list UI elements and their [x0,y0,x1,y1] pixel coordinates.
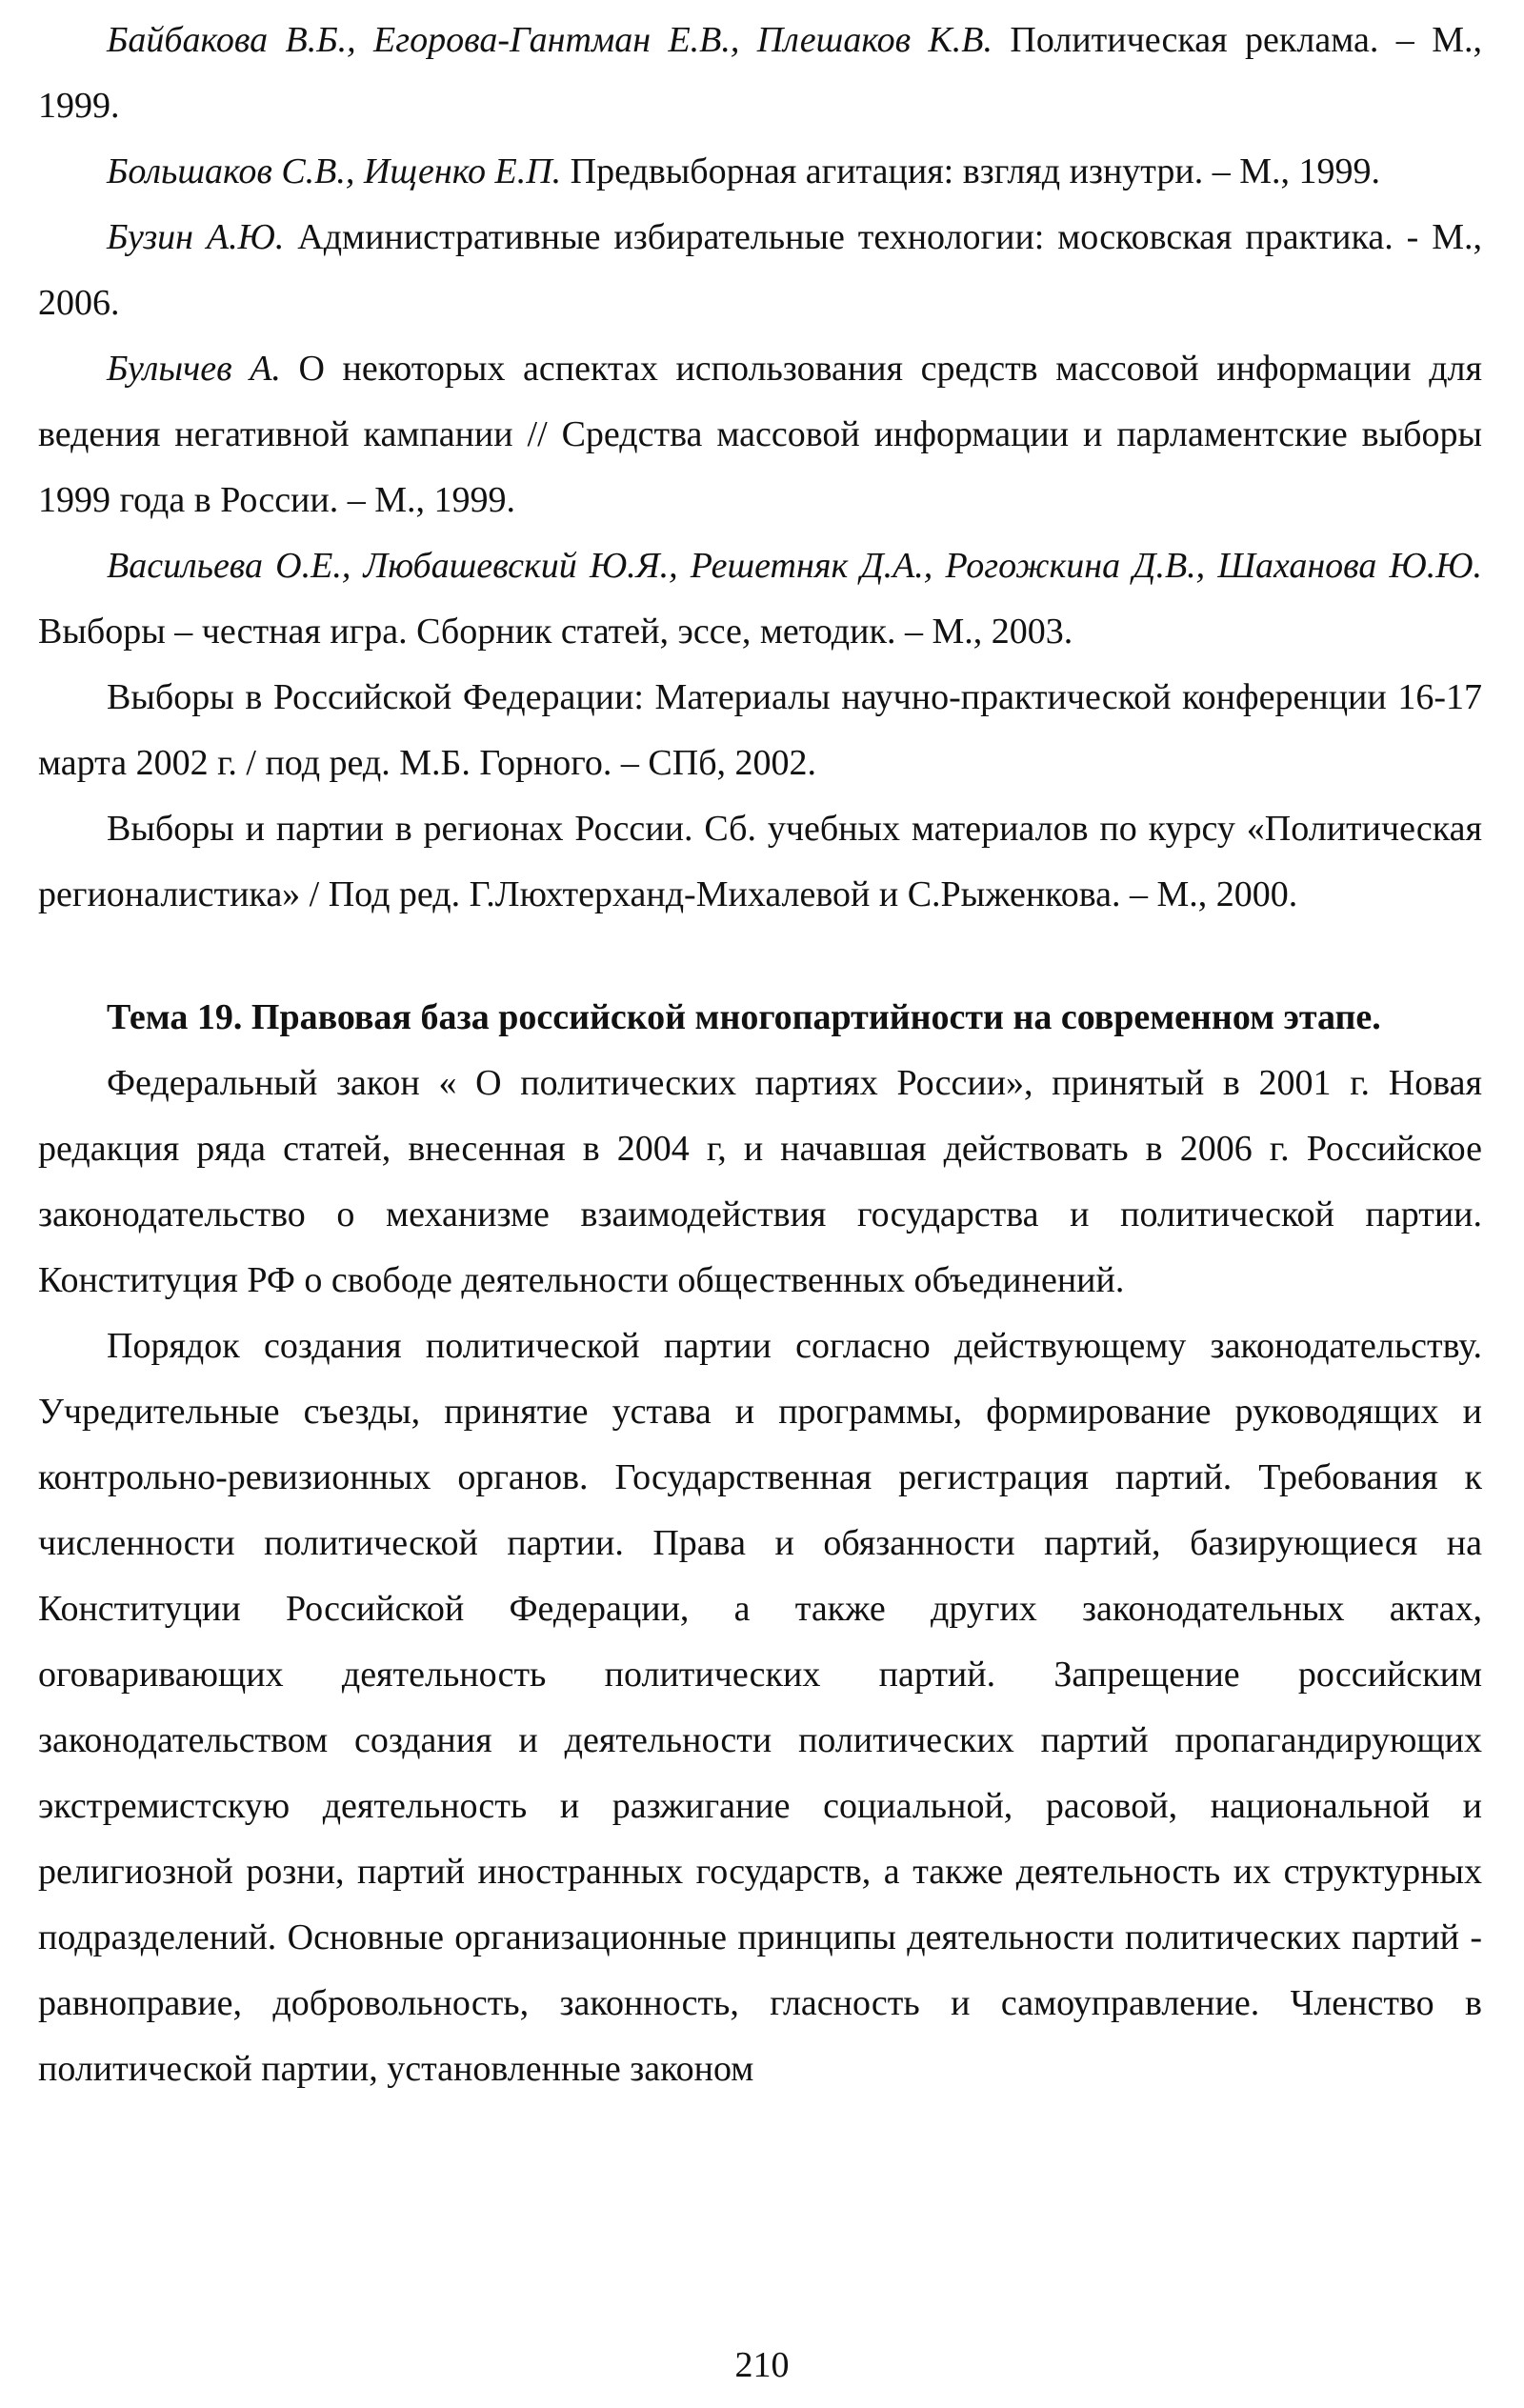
reference-text: Административные избирательные технологии: московская практика. - М., 2006. [38,217,1482,323]
reference-authors: Большаков С.В., Ищенко Е.П. [107,151,562,191]
reference-text: О некоторых аспектах использования средств массовой информации для ведения негативной кампании // Средства массовой информации и парламентские выборы 1999 года в России. – М., 1999. [38,349,1482,520]
reference-authors: Васильева О.Е., Любашевский Ю.Я., Решетняк Д.А., Рогожкина Д.В., Шаханова Ю.Ю. [107,546,1482,586]
reference-item [38,139,1482,205]
reference-item [38,336,1482,533]
body-paragraph: Порядок создания политической партии согласно действующему законодательству. Учредительные съезды, принятие устава и программы, формирование руководящих и контрольно-ревизионных органов. Государственная регистрация партий. Требования к численности политической партии. Права и обязанности партий, базирующиеся на Конституции Российской Федерации, а также других законодательных актах, оговаривающих деятельность политических партий. Запрещение российским законодательством создания и деятельности политических партий пропагандирующих экстремистскую деятельность и разжигание социальной, расовой, национальной и религиозной розни, партий иностранных государств, а также деятельность их структурных подразделений. Основные организационные принципы деятельности политических партий - равноправие, добровольность, законность, гласность и самоуправление. Членство в политической партии, установленные законом [38,1326,1482,2089]
reference-authors: Бузин А.Ю. [107,217,285,257]
reference-text: Предвыборная агитация: взгляд изнутри. – М., 1999. [561,151,1380,191]
reference-text: Политическая реклама. – М., 1999. [38,20,1482,126]
reference-item [38,796,1482,928]
reference-item [38,8,1482,139]
section-spacer [38,928,1482,985]
reference-authors: Булычев А. [107,349,281,389]
reference-authors: Байбакова В.Б., Егорова-Гантман Е.В., Плешаков К.В. [107,20,993,60]
section-heading: Тема 19. Правовая база российской многопартийности на современном этапе. [107,997,1381,1037]
reference-list [38,8,1482,928]
reference-item [38,533,1482,665]
reference-item [38,665,1482,796]
reference-text: Выборы и партии в регионах России. Сб. учебных материалов по курсу «Политическая регионалистика» / Под ред. Г.Люхтерханд-Михалевой и С.Рыженкова. – М., 2000. [38,809,1482,914]
reference-text: Выборы – честная игра. Сборник статей, эссе, методик. – М., 2003. [38,612,1073,652]
reference-item [38,205,1482,336]
body-paragraph: Федеральный закон « О политических партиях России», принятый в 2001 г. Новая редакция ряда статей, внесенная в 2004 г, и начавшая действовать в 2006 г. Российское законодательство о механизме взаимодействия государства и политической партии. Конституция РФ о свободе деятельности общественных объединений. [38,1063,1482,1300]
reference-text: Выборы в Российской Федерации: Материалы научно-практической конференции 16-17 марта 2002 г. / под ред. М.Б. Горного. – СПб, 2002. [38,677,1482,783]
page-number: 210 [734,2345,790,2385]
document-page [38,8,1482,2102]
